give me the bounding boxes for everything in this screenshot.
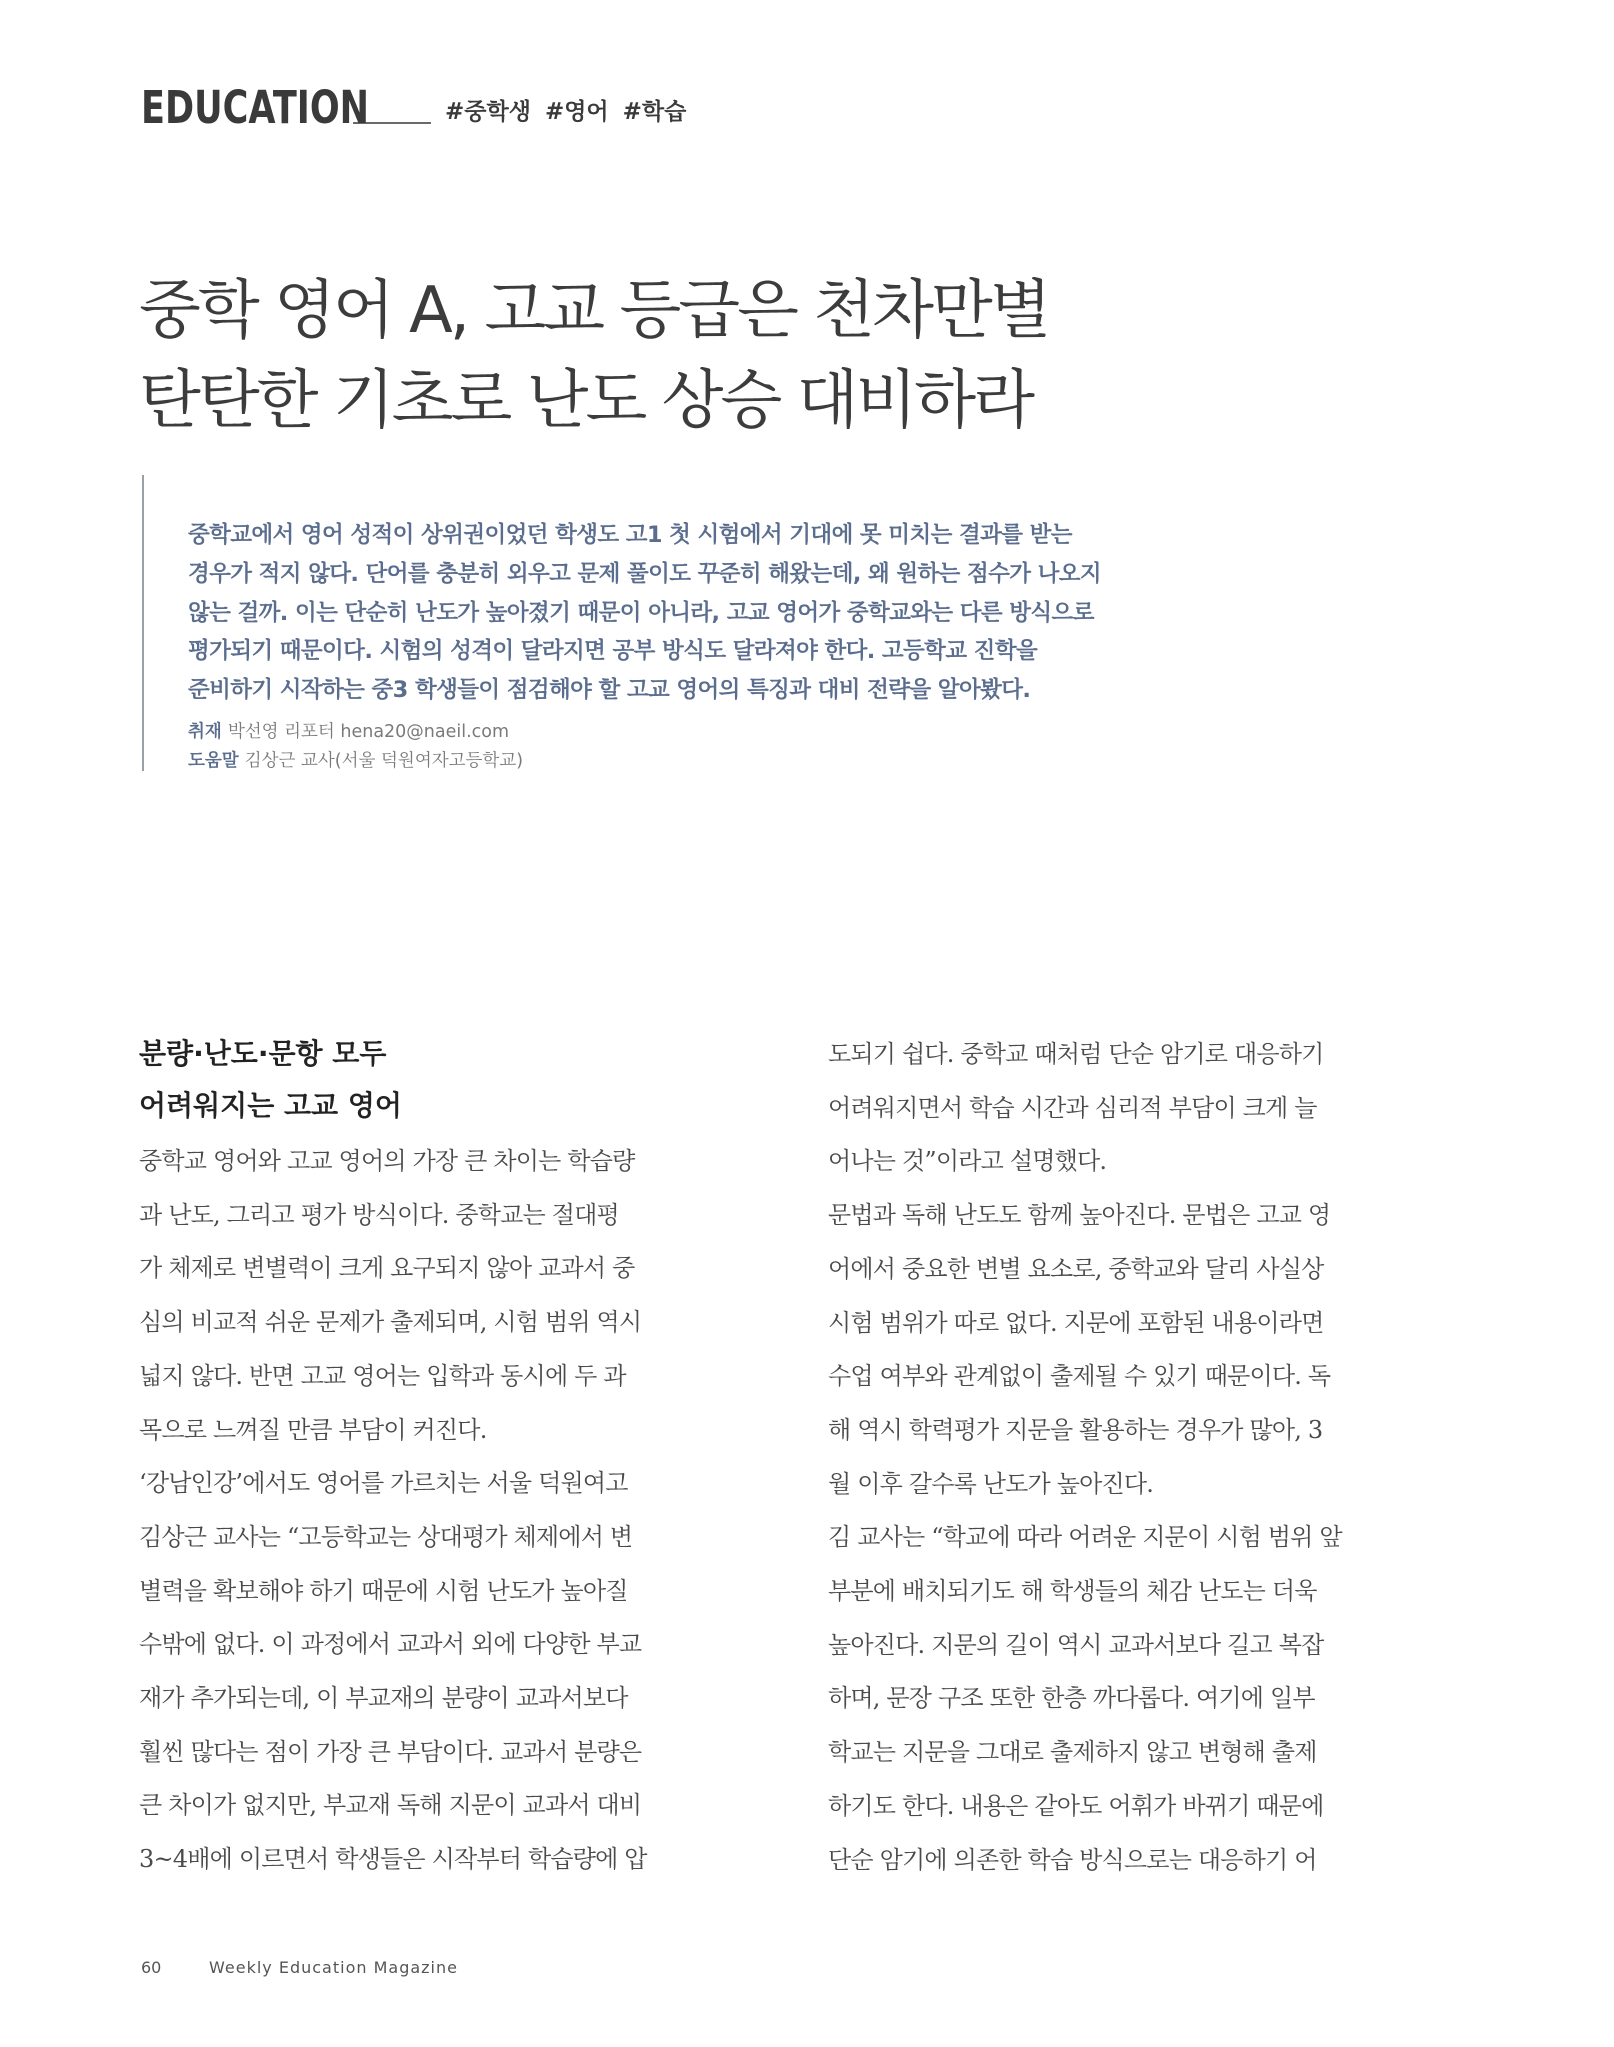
body-line: 넓지 않다. 반면 고교 영어는 입학과 동시에 두 과 bbox=[139, 1361, 626, 1390]
body-line: 김상근 교사는 “고등학교는 상대평가 체제에서 변 bbox=[139, 1522, 633, 1551]
section-header bbox=[141, 76, 686, 132]
body-line: 김 교사는 “학교에 따라 어려운 지문이 시험 범위 앞 bbox=[828, 1523, 1342, 1552]
body-line: 3~4배에 이르면서 학생들은 시작부터 학습량에 압 bbox=[139, 1845, 647, 1874]
body-line: 중학교 영어와 고교 영어의 가장 큰 차이는 학습량 bbox=[139, 1147, 635, 1175]
tag-list bbox=[445, 98, 686, 126]
body-line: 해 역시 학력평가 지문을 활용하는 경우가 많아, 3 bbox=[828, 1415, 1323, 1444]
body-line: 높아진다. 지문의 길이 역시 교과서보다 길고 복잡 bbox=[828, 1630, 1324, 1659]
tag[interactable]: #학습 bbox=[622, 99, 687, 125]
body-line: ‘강남인강’에서도 영어를 가르치는 서울 덕원여고 bbox=[139, 1469, 628, 1498]
body-column-right bbox=[828, 1028, 1448, 1887]
body-line: 어나는 것”이라고 설명했다. bbox=[828, 1147, 1107, 1176]
body-line: 가 체제로 변별력이 크게 요구되지 않아 교과서 중 bbox=[139, 1254, 635, 1283]
subheading-line: 어려워지는 고교 영어 bbox=[139, 1089, 402, 1122]
subheading bbox=[139, 1028, 402, 1132]
body-line: 목으로 느껴질 만큼 부담이 커진다. bbox=[139, 1415, 487, 1444]
body-line: 도되기 쉽다. 중학교 때처럼 단순 암기로 대응하기 bbox=[828, 1040, 1324, 1068]
helper-label: 도움말 bbox=[188, 751, 239, 771]
body-line: 문법과 독해 난도도 함께 높아진다. 문법은 고교 영 bbox=[828, 1201, 1331, 1230]
body-line: 큰 차이가 없지만, 부교재 독해 지문이 교과서 대비 bbox=[139, 1791, 642, 1820]
body-line: 부분에 배치되기도 해 학생들의 체감 난도는 더욱 bbox=[828, 1577, 1317, 1606]
headline-line: 탄탄한 기초로 난도 상승 대비하라 bbox=[139, 364, 1032, 438]
lead-line: 않는 걸까. 이는 단순히 난도가 높아졌기 때문이 아니라, 고교 영어가 중학교와는 다른 방식으로 bbox=[188, 599, 1094, 626]
body-line: 훨씬 많다는 점이 가장 큰 부담이다. 교과서 분량은 bbox=[139, 1737, 642, 1766]
body-line: 수밖에 없다. 이 과정에서 교과서 외에 다양한 부교 bbox=[139, 1630, 642, 1659]
lead-line: 경우가 적지 않다. 단어를 충분히 외우고 문제 풀이도 꾸준히 해왔는데, 왜 원하는 점수가 나오지 bbox=[188, 560, 1102, 587]
body-line: 어에서 중요한 변별 요소로, 중학교와 달리 사실상 bbox=[828, 1254, 1324, 1283]
reporter-credit bbox=[188, 718, 523, 747]
lead-paragraph bbox=[188, 516, 1228, 710]
section-label: EDUCATION bbox=[141, 81, 370, 134]
helper-value: 김상근 교사(서울 덕원여자고등학교) bbox=[244, 751, 524, 771]
page-footer bbox=[141, 1958, 458, 1977]
body-column-left bbox=[139, 1135, 759, 1887]
lead-line: 평가되기 때문이다. 시험의 성격이 달라지면 공부 방식도 달라져야 한다. 고등학교 진학을 bbox=[188, 638, 1038, 665]
body-line: 하며, 문장 구조 또한 한층 까다롭다. 여기에 일부 bbox=[828, 1684, 1315, 1713]
helper-credit bbox=[188, 747, 523, 776]
body-line: 학교는 지문을 그대로 출제하지 않고 변형해 출제 bbox=[828, 1738, 1317, 1767]
tag[interactable]: #영어 bbox=[544, 99, 609, 125]
body-line: 월 이후 갈수록 난도가 높아진다. bbox=[828, 1469, 1154, 1498]
body-line: 시험 범위가 따로 없다. 지문에 포함된 내용이라면 bbox=[828, 1308, 1324, 1337]
body-line: 단순 암기에 의존한 학습 방식으로는 대응하기 어 bbox=[828, 1845, 1317, 1874]
lead-line: 중학교에서 영어 성적이 상위권이었던 학생도 고1 첫 시험에서 기대에 못 미치는 결과를 받는 bbox=[188, 522, 1072, 548]
body-line: 하기도 한다. 내용은 같아도 어휘가 바뀌기 때문에 bbox=[828, 1791, 1324, 1820]
article-credits bbox=[188, 718, 523, 776]
magazine-name: Weekly Education Magazine bbox=[209, 1958, 458, 1977]
reporter-value: 박선영 리포터 hena20@naeil.com bbox=[227, 722, 510, 742]
lead-divider bbox=[142, 475, 144, 771]
reporter-label: 취재 bbox=[188, 722, 222, 742]
headline bbox=[139, 266, 1049, 446]
body-line: 과 난도, 그리고 평가 방식이다. 중학교는 절대평 bbox=[139, 1200, 619, 1229]
body-line: 어려워지면서 학습 시간과 심리적 부담이 크게 늘 bbox=[828, 1093, 1317, 1122]
page-number: 60 bbox=[141, 1958, 162, 1977]
body-line: 별력을 확보해야 하기 때문에 시험 난도가 높아질 bbox=[139, 1576, 628, 1605]
lead-line: 준비하기 시작하는 중3 학생들이 점검해야 할 고교 영어의 특징과 대비 전략을 알아봤다. bbox=[188, 677, 1031, 704]
body-line: 수업 여부와 관계없이 출제될 수 있기 때문이다. 독 bbox=[828, 1362, 1331, 1391]
subheading-line: 분량·난도·문항 모두 bbox=[139, 1037, 387, 1070]
headline-line: 중학 영어 A, 고교 등급은 천차만별 bbox=[139, 274, 1049, 348]
tag[interactable]: #중학생 bbox=[445, 99, 531, 125]
body-line: 심의 비교적 쉬운 문제가 출제되며, 시험 범위 역시 bbox=[139, 1308, 642, 1337]
body-line: 재가 추가되는데, 이 부교재의 분량이 교과서보다 bbox=[139, 1684, 628, 1713]
